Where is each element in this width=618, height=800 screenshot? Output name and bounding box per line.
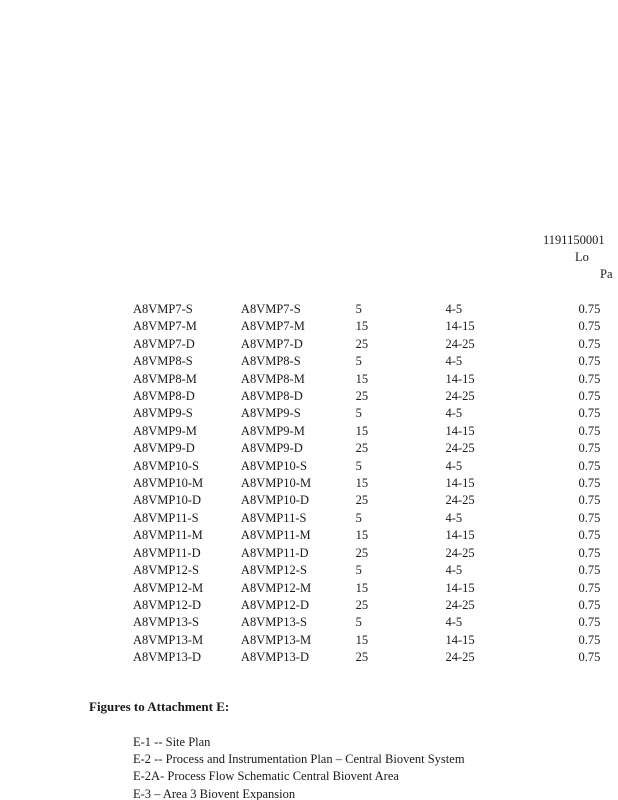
interval-cell: 14-15 <box>445 632 475 647</box>
point-id-cell: A8VMP11-S <box>133 510 199 525</box>
sample-id-cell: A8VMP10-D <box>240 493 309 508</box>
point-id-cell: A8VMP10-D <box>133 493 202 508</box>
table-row <box>133 440 618 457</box>
table-row <box>133 562 618 579</box>
point-id-cell: A8VMP13-M <box>133 632 204 647</box>
monitoring-point-table <box>133 301 618 667</box>
sample-id-cell: A8VMP11-D <box>240 545 309 560</box>
value-cell: 0.75 <box>578 423 601 438</box>
value-cell: 0.75 <box>578 371 601 386</box>
depth-cell: 5 <box>355 302 362 316</box>
sample-id-cell: A8VMP9-M <box>240 423 305 438</box>
table-row <box>133 527 618 544</box>
depth-cell: 5 <box>355 354 362 369</box>
table-row <box>133 318 618 335</box>
depth-cell: 5 <box>355 615 362 630</box>
figures-heading: Figures to Attachment E: <box>89 699 230 714</box>
value-cell: 0.75 <box>578 632 601 647</box>
sample-id-cell: A8VMP13-S <box>240 615 307 630</box>
value-cell: 0.75 <box>578 580 601 595</box>
interval-cell: 24-25 <box>445 389 475 404</box>
value-cell: 0.75 <box>578 336 601 351</box>
header-document-number: 1191150001 <box>543 233 605 247</box>
sample-id-cell: A8VMP8-D <box>240 389 303 404</box>
table-row <box>133 614 618 631</box>
interval-cell: 4-5 <box>445 406 463 421</box>
point-id-cell: A8VMP9-S <box>133 406 193 421</box>
sample-id-cell: A8VMP9-S <box>240 406 301 421</box>
point-id-cell: A8VMP8-S <box>133 354 193 369</box>
interval-cell: 4-5 <box>445 563 463 578</box>
depth-cell: 5 <box>355 563 362 578</box>
point-id-cell: A8VMP9-D <box>133 441 195 456</box>
interval-cell: 4-5 <box>445 615 463 630</box>
sample-id-cell: A8VMP8-M <box>240 371 305 386</box>
sample-id-cell: A8VMP12-M <box>240 580 312 595</box>
table-row <box>133 336 618 353</box>
point-id-cell: A8VMP12-S <box>133 563 199 578</box>
value-cell: 0.75 <box>578 406 601 421</box>
point-id-cell: A8VMP7-M <box>133 319 197 334</box>
interval-cell: 14-15 <box>445 371 475 386</box>
sample-id-cell: A8VMP7-S <box>240 302 301 316</box>
sample-id-cell: A8VMP10-S <box>240 458 307 473</box>
table-row <box>133 580 618 597</box>
header-line-3: Pa <box>600 267 613 281</box>
value-cell: 0.75 <box>578 354 601 369</box>
value-cell: 0.75 <box>578 650 601 665</box>
value-cell: 0.75 <box>578 458 601 473</box>
value-cell: 0.75 <box>578 563 601 578</box>
interval-cell: 24-25 <box>445 545 475 560</box>
value-cell: 0.75 <box>578 597 601 612</box>
depth-cell: 5 <box>355 510 362 525</box>
point-id-cell: A8VMP11-M <box>133 528 203 543</box>
value-cell: 0.75 <box>578 510 601 525</box>
table-row <box>133 353 618 370</box>
sample-id-cell: A8VMP12-D <box>240 597 309 612</box>
sample-id-cell: A8VMP11-M <box>240 528 311 543</box>
sample-id-cell: A8VMP12-S <box>240 563 307 578</box>
depth-cell: 15 <box>355 580 369 595</box>
value-cell: 0.75 <box>578 545 601 560</box>
interval-cell: 24-25 <box>445 336 475 351</box>
value-cell: 0.75 <box>578 493 601 508</box>
depth-cell: 25 <box>355 441 369 456</box>
point-id-cell: A8VMP9-M <box>133 423 197 438</box>
depth-cell: 15 <box>355 632 369 647</box>
interval-cell: 24-25 <box>445 493 475 508</box>
sample-id-cell: A8VMP10-M <box>240 476 312 491</box>
depth-cell: 5 <box>355 406 362 421</box>
figure-list-item: E-2A- Process Flow Schematic Central Biovent Area <box>133 769 399 784</box>
table-row <box>133 597 618 614</box>
table-row <box>133 475 618 492</box>
sample-id-cell: A8VMP9-D <box>240 441 303 456</box>
depth-cell: 25 <box>355 545 369 560</box>
value-cell: 0.75 <box>578 389 601 404</box>
table-row <box>133 405 618 422</box>
point-id-cell: A8VMP13-D <box>133 650 202 665</box>
depth-cell: 25 <box>355 597 369 612</box>
point-id-cell: A8VMP12-D <box>133 597 202 612</box>
table-row <box>133 371 618 388</box>
value-cell: 0.75 <box>578 319 601 334</box>
table-row <box>133 423 618 440</box>
table-row <box>133 510 618 527</box>
point-id-cell: A8VMP12-M <box>133 580 204 595</box>
figure-list-item: E-1 -- Site Plan <box>133 735 211 749</box>
sample-id-cell: A8VMP8-S <box>240 354 301 369</box>
depth-cell: 25 <box>355 336 369 351</box>
point-id-cell: A8VMP7-S <box>133 302 193 316</box>
point-id-cell: A8VMP8-D <box>133 389 195 404</box>
figure-list <box>133 734 465 800</box>
interval-cell: 14-15 <box>445 580 475 595</box>
depth-cell: 15 <box>355 319 369 334</box>
interval-cell: 4-5 <box>445 510 463 525</box>
sample-id-cell: A8VMP7-D <box>240 336 303 351</box>
table-row <box>133 632 618 649</box>
depth-cell: 15 <box>355 476 369 491</box>
figure-list-item: E-3 – Area 3 Biovent Expansion <box>133 786 296 800</box>
interval-cell: 4-5 <box>445 354 463 369</box>
header-line-2: Lo <box>575 250 589 264</box>
point-id-cell: A8VMP10-M <box>133 476 204 491</box>
interval-cell: 14-15 <box>445 319 475 334</box>
interval-cell: 24-25 <box>445 441 475 456</box>
point-id-cell: A8VMP11-D <box>133 545 201 560</box>
interval-cell: 14-15 <box>445 528 475 543</box>
depth-cell: 15 <box>355 423 369 438</box>
point-id-cell: A8VMP13-S <box>133 615 199 630</box>
interval-cell: 4-5 <box>445 302 463 316</box>
sample-id-cell: A8VMP13-D <box>240 650 309 665</box>
interval-cell: 14-15 <box>445 476 475 491</box>
point-id-cell: A8VMP7-D <box>133 336 195 351</box>
value-cell: 0.75 <box>578 302 601 316</box>
sample-id-cell: A8VMP11-S <box>240 510 307 525</box>
point-id-cell: A8VMP10-S <box>133 458 199 473</box>
interval-cell: 14-15 <box>445 423 475 438</box>
table-row <box>133 458 618 475</box>
table-body <box>133 301 618 667</box>
table-row <box>133 301 618 318</box>
depth-cell: 25 <box>355 389 369 404</box>
depth-cell: 25 <box>355 493 369 508</box>
interval-cell: 4-5 <box>445 458 463 473</box>
value-cell: 0.75 <box>578 528 601 543</box>
page-header <box>543 232 613 283</box>
depth-cell: 15 <box>355 371 369 386</box>
sample-id-cell: A8VMP13-M <box>240 632 312 647</box>
depth-cell: 25 <box>355 650 369 665</box>
value-cell: 0.75 <box>578 441 601 456</box>
point-id-cell: A8VMP8-M <box>133 371 197 386</box>
table-row <box>133 545 618 562</box>
table-row <box>133 388 618 405</box>
depth-cell: 15 <box>355 528 369 543</box>
depth-cell: 5 <box>355 458 362 473</box>
table-row <box>133 649 618 666</box>
interval-cell: 24-25 <box>445 597 475 612</box>
sample-id-cell: A8VMP7-M <box>240 319 305 334</box>
table-row <box>133 492 618 509</box>
figure-list-item: E-2 -- Process and Instrumentation Plan – Central Biovent System <box>133 752 465 767</box>
value-cell: 0.75 <box>578 615 601 630</box>
value-cell: 0.75 <box>578 476 601 491</box>
interval-cell: 24-25 <box>445 650 475 665</box>
